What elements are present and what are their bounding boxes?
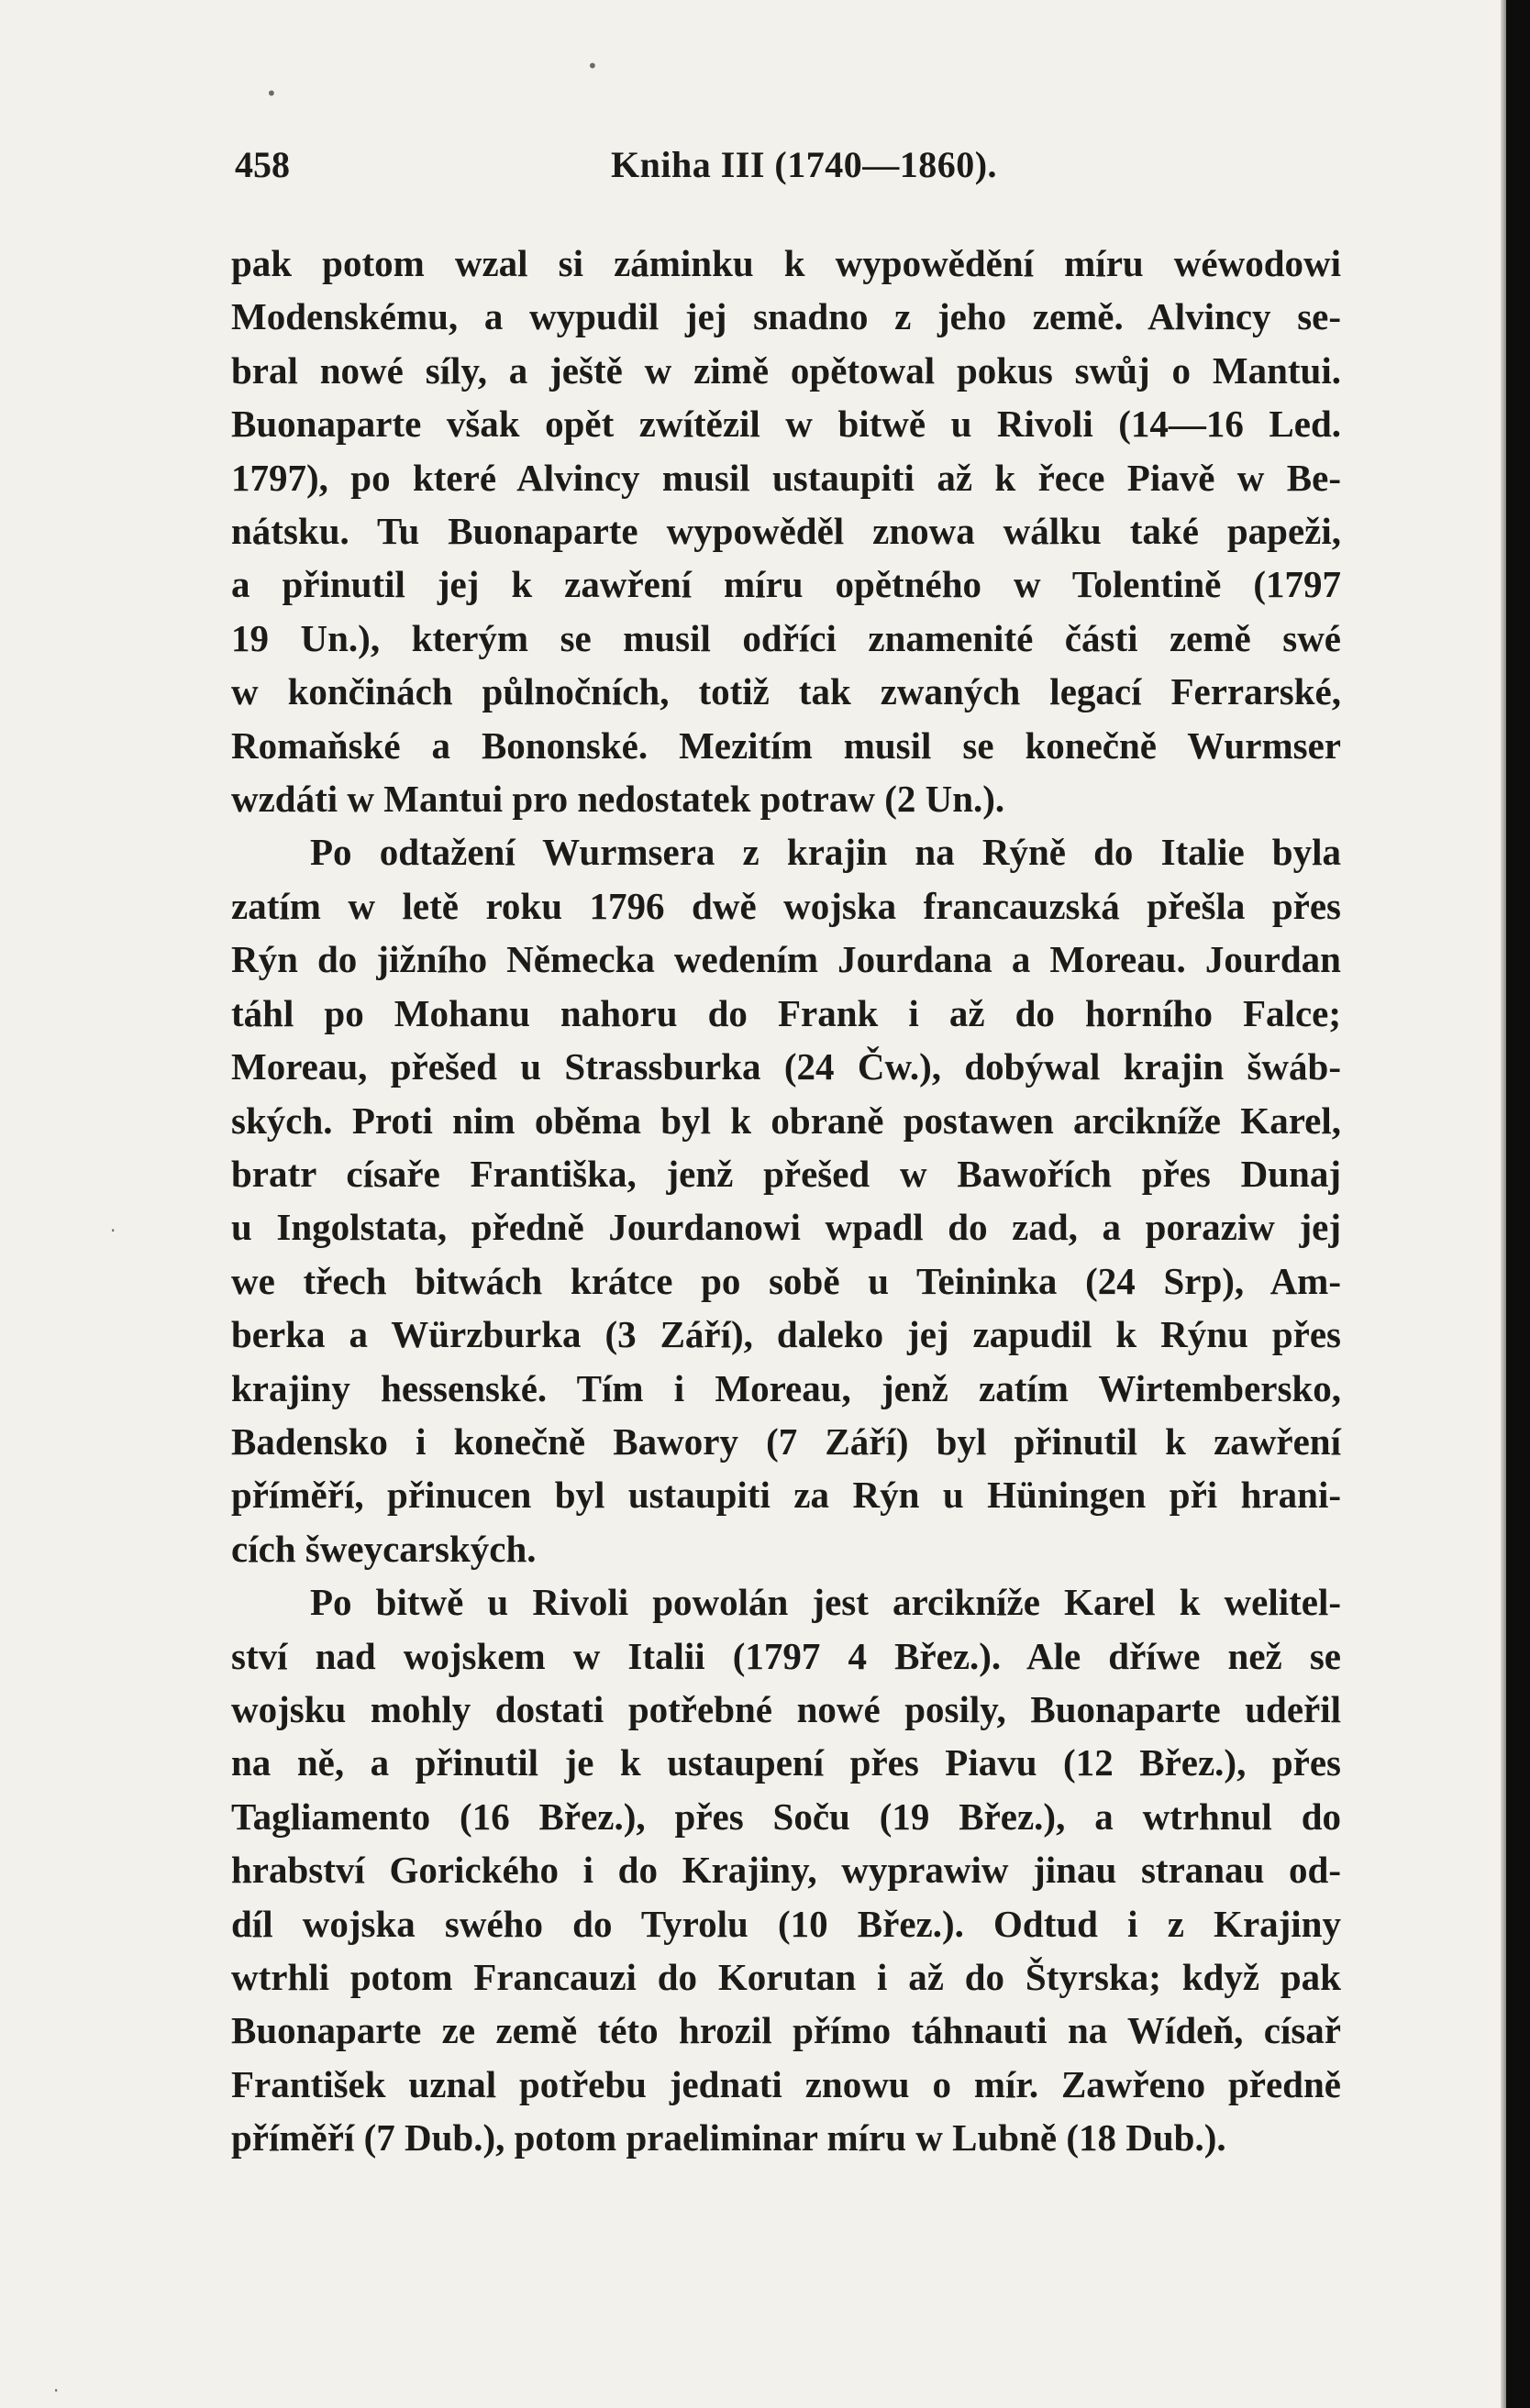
text-line: zatím w letě roku 1796 dwě wojska francauzská přešla přes — [231, 884, 1341, 927]
text-line: Buonaparte však opět zwítězil w bitwě u Rivoli (14—16 Led. — [231, 403, 1341, 446]
text-line: cích šweycarských. — [231, 1527, 537, 1570]
scan-speck: • — [587, 55, 598, 77]
text-line: u Ingolstata, předně Jourdanowi wpadl do zad, a poraziw jej — [231, 1206, 1341, 1249]
text-line: Badensko i konečně Bawory (7 Září) byl přinutil k zawření — [231, 1419, 1341, 1463]
text-line: Moreau, přešed u Strassburka (24 Čw.), dobýwal krajin šwáb- — [231, 1045, 1341, 1088]
text-line: Buonaparte ze země této hrozil přímo táhnauti na Wídeň, císař — [231, 2009, 1341, 2052]
paragraph-1 — [231, 237, 1341, 825]
page-number: 458 — [235, 144, 290, 185]
text-line: ství nad wojskem w Italii (1797 4 Břez.). Ale dříwe než se — [231, 1634, 1341, 1677]
text-line: příměří, přinucen byl ustaupiti za Rýn u Hüningen při hrani- — [231, 1474, 1341, 1517]
text-line: nátsku. Tu Buonaparte wypowěděl znowa wálku také papeži, — [231, 510, 1341, 553]
text-line: wtrhli potom Francauzi do Korutan i až do Štyrska; když pak — [231, 1956, 1341, 1998]
scan-speck: · — [53, 2380, 60, 2402]
text-line: bratr císaře Františka, jenž přešed w Bawořích přes Dunaj — [231, 1152, 1341, 1195]
scan-speck: · — [110, 1220, 116, 1242]
text-line: Tagliamento (16 Břez.), přes Soču (19 Břez.), a wtrhnul do — [231, 1795, 1341, 1838]
text-line: Modenskému, a wypudil jej snadno z jeho země. Alvincy se- — [231, 295, 1341, 338]
text-line: krajiny hessenské. Tím i Moreau, jenž zatím Wirtembersko, — [231, 1366, 1341, 1409]
text-line: 19 Un.), kterým se musil odříci znamenité části země swé — [231, 616, 1341, 659]
running-title: Kniha III (1740—1860). — [611, 144, 998, 185]
text-line: Romaňské a Bononské. Mezitím musil se konečně Wurmser — [231, 724, 1341, 767]
text-line: w končinách půlnočních, totiž tak zwaných legací Ferrarské, — [231, 670, 1341, 713]
text-line: bral nowé síly, a ještě w zimě opětowal pokus swůj o Mantui. — [231, 348, 1341, 392]
text-line: František uznal potřebu jednati znowu o mír. Zawřeno předně — [231, 2062, 1341, 2105]
text-line: příměří (7 Dub.), potom praeliminar míru w Lubně (18 Dub.). — [231, 2116, 1226, 2159]
text-line: wzdáti w Mantui pro nedostatek potraw (2 Un.). — [231, 778, 1005, 821]
text-line: we třech bitwách krátce po sobě u Teininka (24 Srp), Am- — [231, 1259, 1341, 1302]
text-line: díl wojska swého do Tyrolu (10 Břez.). Odtud i z Krajiny — [231, 1902, 1341, 1945]
text-line: berka a Würzburka (3 Září), daleko jej zapudil k Rýnu přes — [231, 1313, 1341, 1356]
text-line: Po bitwě u Rivoli powolán jest arcikníže Karel k welitel- — [310, 1581, 1341, 1624]
paragraph-3 — [231, 1575, 1341, 2164]
book-page — [231, 138, 1341, 2165]
text-line: táhl po Mohanu nahoru do Frank i až do horního Falce; — [231, 991, 1341, 1034]
body-text — [231, 237, 1341, 2165]
paragraph-2 — [231, 825, 1341, 1575]
scan-speck: • — [266, 83, 277, 105]
text-line: a přinutil jej k zawření míru opětného w Tolentině (1797 — [231, 563, 1341, 606]
book-spine — [1506, 0, 1530, 2408]
text-line: Po odtažení Wurmsera z krajin na Rýně do Italie byla — [310, 831, 1341, 874]
text-line: 1797), po které Alvincy musil ustaupiti až k řece Piavě w Be- — [231, 456, 1341, 499]
page-header — [231, 138, 1341, 193]
text-line: hrabství Gorického i do Krajiny, wyprawiw jinau stranau od- — [231, 1849, 1341, 1892]
text-line: Rýn do jižního Německa wedením Jourdana a Moreau. Jourdan — [231, 938, 1341, 981]
text-line: ských. Proti nim oběma byl k obraně postawen arcikníže Karel, — [231, 1099, 1341, 1142]
text-line: na ně, a přinutil je k ustaupení přes Piavu (12 Břez.), přes — [231, 1741, 1341, 1784]
text-line: wojsku mohly dostati potřebné nowé posily, Buonaparte udeřil — [231, 1687, 1341, 1730]
text-line: pak potom wzal si záminku k wypowědění míru wéwodowi — [231, 242, 1341, 284]
